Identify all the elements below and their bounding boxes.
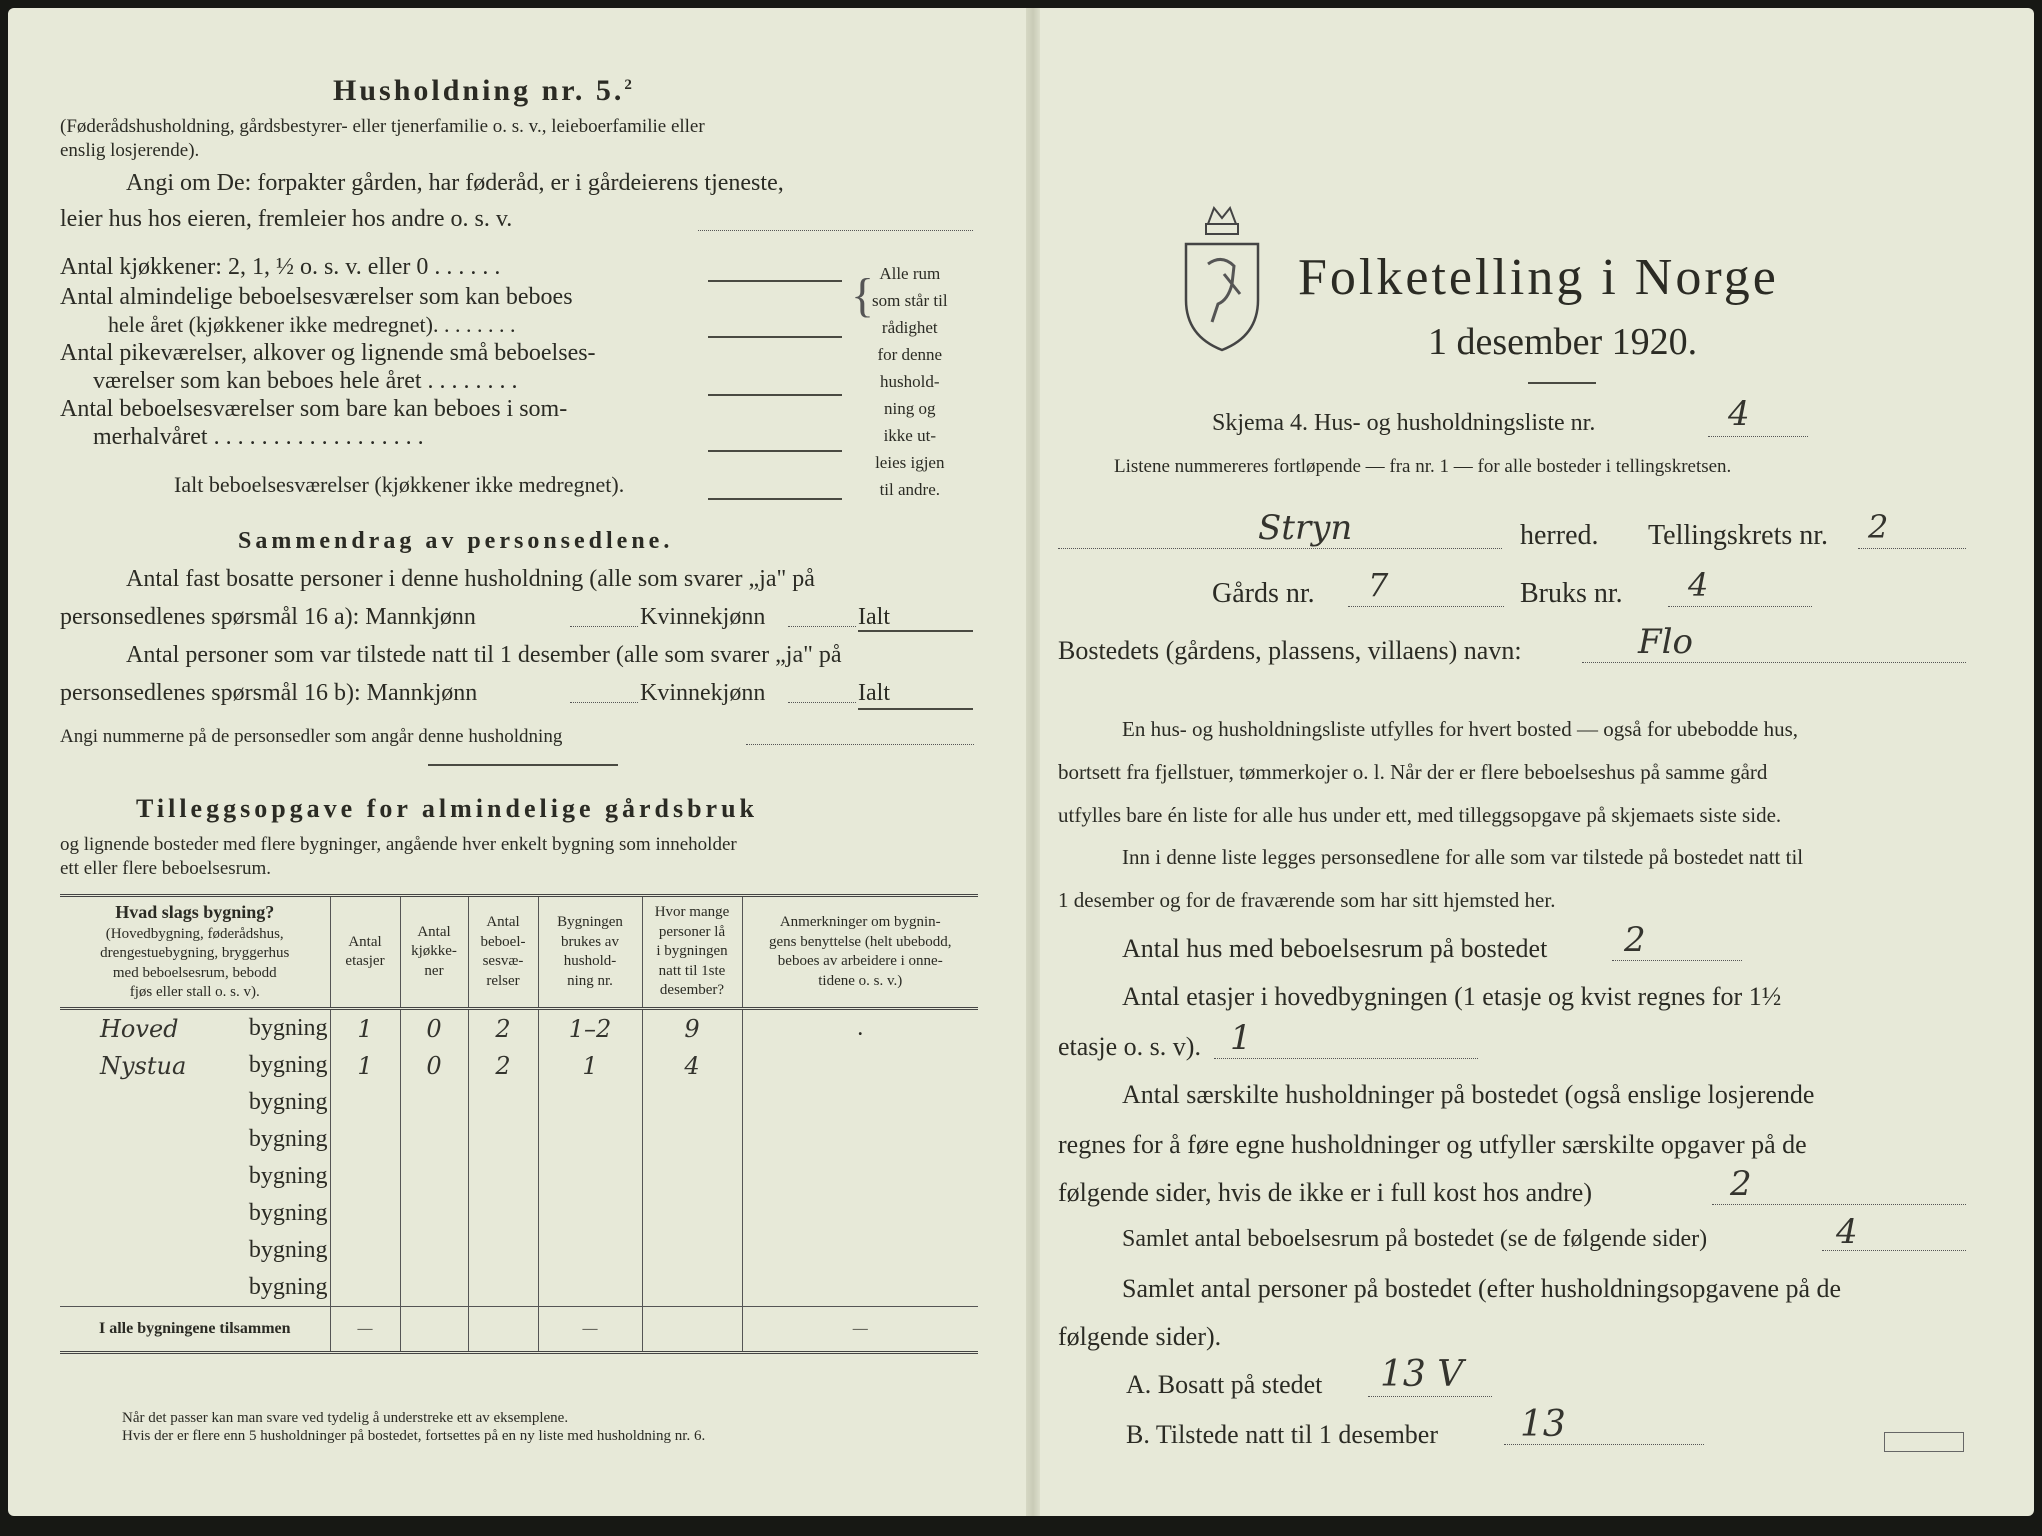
holding-no-value: 4 xyxy=(1688,566,1709,604)
census-title: Folketelling i Norge xyxy=(1298,249,1779,306)
households-label: Antal særskilte husholdninger på bostedet (også enslige losjerende xyxy=(1122,1080,1815,1109)
floors-value: 1 xyxy=(1230,1018,1252,1058)
farm-no-value: 7 xyxy=(1368,566,1389,604)
household-intro: (Føderådshusholdning, gårdsbestyrer- eller tjenerfamilie o. s. v., leieboerfamilie eller xyxy=(60,116,705,137)
summer-rooms-label: Antal beboelsesværelser som bare kan beboes i som- xyxy=(60,396,568,422)
maid-rooms-label-2: værelser som kan beboes hele året . . . . . . . . xyxy=(93,368,518,394)
district-label: Tellingskrets nr. xyxy=(1648,520,1829,551)
numbering-note: Listene nummereres fortløpende — fra nr. 1 — for alle bosteder i tellingskretsen. xyxy=(1114,456,1732,477)
side-note: Alle rum som står til rådighet for denne hushold- ning og ikke ut- leies igjen til andre. xyxy=(872,264,948,499)
schema-label: Skjema 4. Hus- og husholdningsliste nr. xyxy=(1212,410,1596,436)
coat-of-arms-icon xyxy=(1178,204,1266,354)
col-persons: Hvor mange personer lå i bygningen natt til 1ste desember? xyxy=(642,896,742,1009)
total-rooms-site-value: 4 xyxy=(1836,1212,1858,1252)
brace: { xyxy=(851,269,875,322)
resident-female-label: Kvinnekjønn xyxy=(640,604,766,630)
floors-label-2: etasje o. s. v). xyxy=(1058,1032,1201,1061)
present-total-label: Ialt xyxy=(858,680,890,706)
buildings-table xyxy=(60,894,978,1354)
list-number-value: 4 xyxy=(1728,394,1750,434)
place-name-label: Bostedets (gårdens, plassens, villaens) navn: xyxy=(1058,636,1522,665)
holding-no-label: Bruks nr. xyxy=(1520,578,1623,609)
total-rooms-label: Ialt beboelsesværelser (kjøkkener ikke medregnet). xyxy=(174,472,625,497)
present-line-1: Antal personer som var tilstede natt til 1 desember (alle som svarer „ja" på xyxy=(126,642,842,668)
table-row: bygning xyxy=(60,1084,978,1121)
present-line-2: personsedlenes spørsmål 16 b): Mannkjønn xyxy=(60,680,478,706)
table-row: bygning xyxy=(60,1269,978,1307)
households-label-2: regnes for å føre egne husholdninger og utfyller særskilte opgaver på de xyxy=(1058,1130,1807,1159)
present-value: 13 xyxy=(1520,1404,1566,1445)
col-building-type: Hvad slags bygning? (Hovedbygning, føderådshus, drengestuebygning, bryggerhus med beboelsesrum, bebodd fjøs eller stall o. s. v). xyxy=(60,896,330,1009)
table-row: bygning xyxy=(60,1195,978,1232)
footnote-2: Hvis der er flere enn 5 husholdninger på bostedet, fortsettes på en ny liste med husholdning nr. 6. xyxy=(122,1428,706,1444)
household-title: Husholdning nr. 5.$^2$ xyxy=(333,74,635,107)
district-value: 2 xyxy=(1868,508,1889,546)
kitchens-label: Antal kjøkkener: 2, 1, ½ o. s. v. eller 0 . . . . . . xyxy=(60,254,501,280)
total-persons-label: Samlet antal personer på bostedet (efter husholdningsopgavene på de xyxy=(1122,1274,1842,1303)
household-intro-2: enslig losjerende). xyxy=(60,140,200,161)
page-fold xyxy=(1026,8,1040,1516)
numbers-label: Angi nummerne på de personsedler som angår denne husholdning xyxy=(60,726,563,747)
resident-line-1: Antal fast bosatte personer i denne husholdning (alle som svarer „ja" på xyxy=(126,566,815,592)
instructions-paragraph-1: En hus- og husholdningsliste utfylles for hvert bosted — også for ubebodde hus, bortsett fra fjellstuer, tømmerkojer o. l. Når der er flere beboelseshus på samme gård utfylles bare én liste for alle hus under ett, med tilleggsopgave på skjemaets siste side. xyxy=(1058,717,1798,827)
ordinary-rooms-label: Antal almindelige beboelsesværelser som kan beboes xyxy=(60,284,573,310)
present-label: B. Tilstede natt til 1 desember xyxy=(1126,1420,1438,1449)
printer-stamp xyxy=(1884,1432,1964,1452)
households-value: 2 xyxy=(1730,1164,1752,1204)
farm-no-label: Gårds nr. xyxy=(1212,578,1315,609)
table-row: bygning xyxy=(60,1232,978,1269)
present-female-label: Kvinnekjønn xyxy=(640,680,766,706)
supplement-title: Tilleggsopgave for almindelige gårdsbruk xyxy=(136,794,759,823)
total-rooms-site-label: Samlet antal beboelsesrum på bostedet (se de følgende sider) xyxy=(1122,1226,1708,1252)
angi-line-1: Angi om De: forpakter gården, har føderåd, er i gårdeierens tjeneste, xyxy=(126,170,784,196)
resident-label: A. Bosatt på stedet xyxy=(1126,1370,1323,1399)
col-floors: Antal etasjer xyxy=(330,896,400,1009)
census-date: 1 desember 1920. xyxy=(1428,321,1698,363)
maid-rooms-label: Antal pikeværelser, alkover og lignende små beboelses- xyxy=(60,340,596,366)
summary-title: Sammendrag av personsedlene. xyxy=(238,528,674,554)
resident-value: 13 V xyxy=(1380,1354,1464,1395)
col-kitchens: Antal kjøkke- ner xyxy=(400,896,468,1009)
houses-value: 2 xyxy=(1624,920,1646,960)
table-row: bygning xyxy=(60,1121,978,1158)
instructions-paragraph-2: Inn i denne liste legges personsedlene for alle som var tilstede på bostedet natt til 1 desember og for de fraværende som har sitt hjemsted her. xyxy=(1058,845,1804,912)
col-rooms: Antal beboel- sesvæ- relser xyxy=(468,896,538,1009)
place-name-value: Flo xyxy=(1638,622,1693,662)
resident-line-2: personsedlenes spørsmål 16 a): Mannkjønn xyxy=(60,604,476,630)
municipality-value: Stryn xyxy=(1258,508,1353,548)
table-total-row: I alle bygningene tilsammen — — — xyxy=(60,1307,978,1353)
table-row: bygning xyxy=(60,1158,978,1195)
floors-label: Antal etasjer i hovedbygningen (1 etasje og kvist regnes for 1½ xyxy=(1122,982,1782,1011)
col-household: Bygningen brukes av hushold- ning nr. xyxy=(538,896,642,1009)
census-sheet xyxy=(8,8,2034,1516)
houses-label: Antal hus med beboelsesrum på bostedet xyxy=(1122,934,1548,963)
total-persons-label-2: følgende sider). xyxy=(1058,1322,1222,1351)
table-row: Nystua bygning 1 0 2 1 4 xyxy=(60,1047,978,1084)
resident-total-label: Ialt xyxy=(858,604,890,630)
angi-line-2: leier hus hos eieren, fremleier hos andre o. s. v. xyxy=(60,206,513,232)
ordinary-rooms-label-2: hele året (kjøkkener ikke medregnet). . . . . . . . xyxy=(108,312,516,337)
footnote-1: Når det passer kan man svare ved tydelig å understreke ett av eksemplene. xyxy=(122,1410,569,1426)
households-label-3: følgende sider, hvis de ikke er i full kost hos andre) xyxy=(1058,1178,1592,1207)
table-row: Hoved bygning 1 0 2 1–2 9 . xyxy=(60,1009,978,1048)
supplement-text-1: og lignende bosteder med flere bygninger, angående hver enkelt bygning som inneholder xyxy=(60,834,737,855)
supplement-text-2: ett eller flere beboelsesrum. xyxy=(60,858,272,879)
buildings-header-row xyxy=(60,896,978,1009)
municipality-label: herred. xyxy=(1520,520,1599,551)
col-remarks: Anmerkninger om bygnin- gens benyttelse (helt ubebodd, beboes av arbeidere i onne- tidene o. s. v.) xyxy=(742,896,978,1009)
summer-rooms-label-2: merhalvåret . . . . . . . . . . . . . . . . . . xyxy=(93,424,424,450)
